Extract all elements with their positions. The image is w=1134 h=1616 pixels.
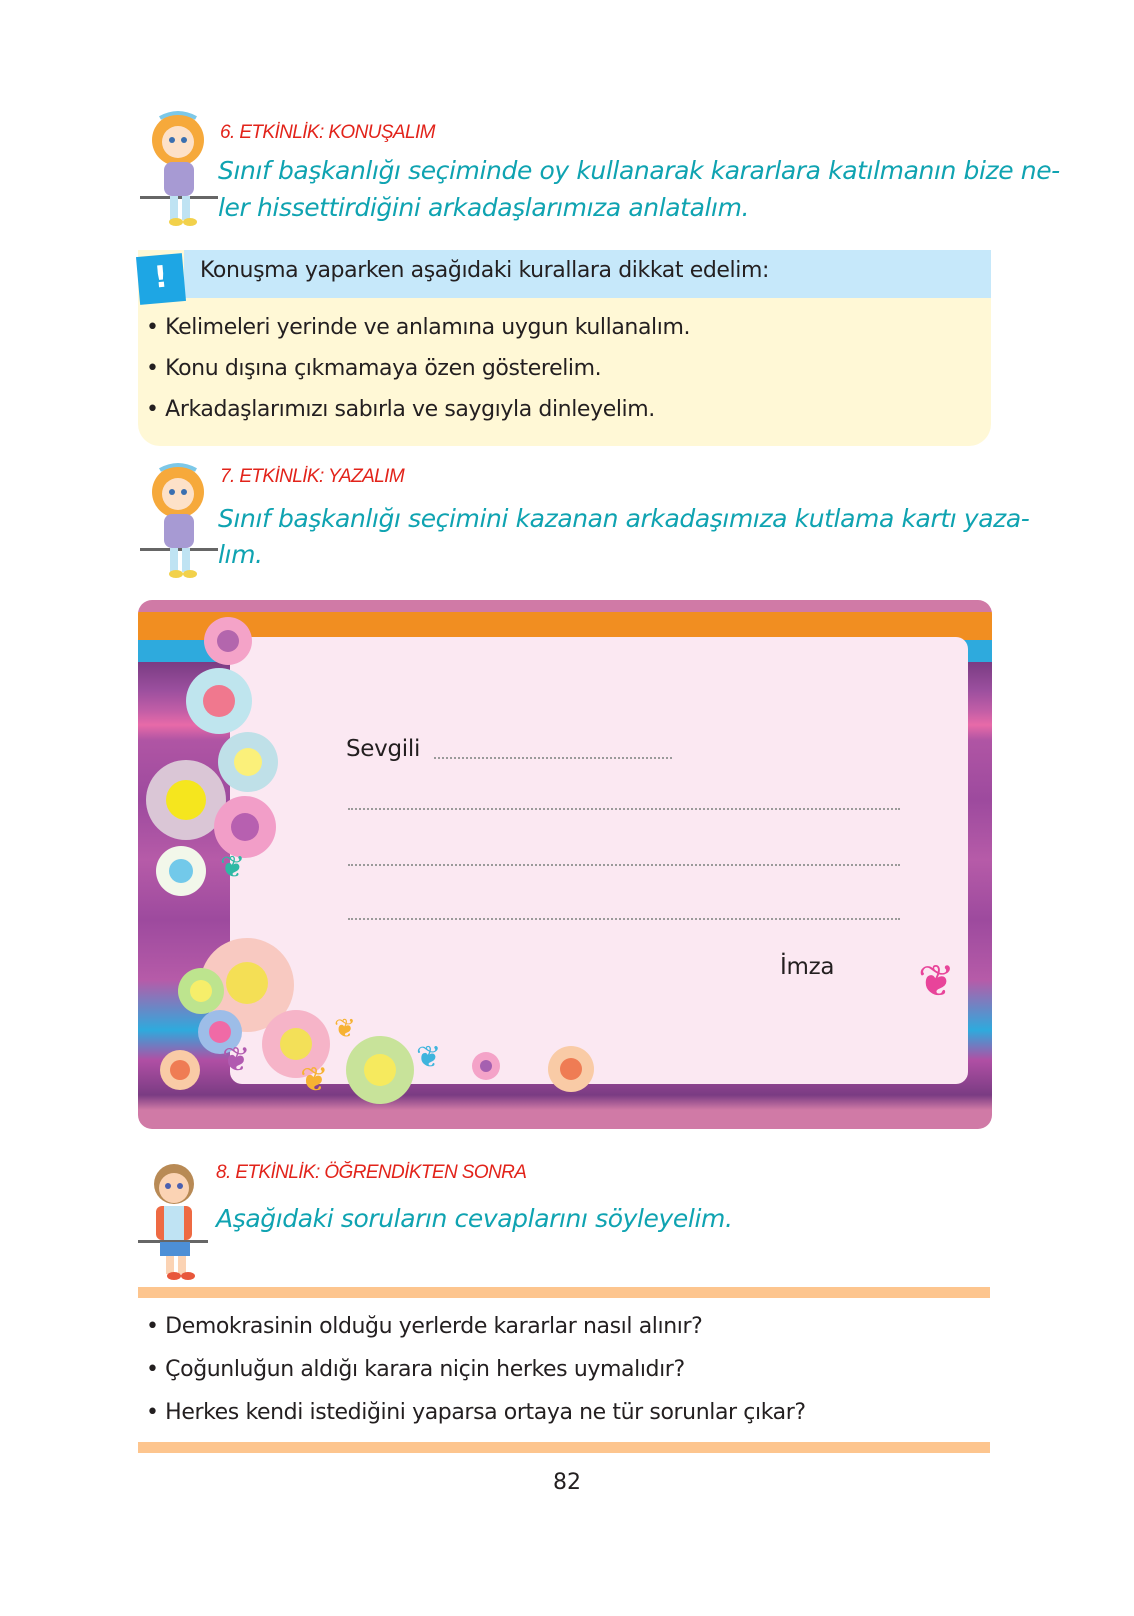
exclamation-icon: ! (136, 253, 186, 305)
flower-icon (214, 796, 276, 858)
flower-icon (156, 846, 206, 896)
activity6-text-line2: ler hissettirdiğini arkadaşlarımıza anlatalım. (218, 193, 750, 222)
butterfly-icon: ❦ (334, 1014, 356, 1044)
flower-icon (178, 968, 224, 1014)
flower-icon (472, 1052, 500, 1080)
salutation-label: Sevgili (346, 736, 421, 762)
butterfly-icon: ❦ (220, 850, 246, 885)
activity7-title: 7. ETKİNLİK: YAZALIM (220, 466, 405, 487)
rule-item: • Kelimeleri yerinde ve anlamına uygun kullanalım. (146, 315, 691, 340)
girl-character-icon (140, 110, 218, 228)
butterfly-icon: ❦ (222, 1040, 251, 1080)
boy-character-icon (138, 1156, 216, 1274)
butterfly-icon: ❦ (416, 1040, 442, 1075)
rule-item: • Konu dışına çıkmamaya özen gösterelim. (146, 356, 602, 381)
activity6-title: 6. ETKİNLİK: KONUŞALIM (220, 122, 435, 143)
rules-heading: Konuşma yaparken aşağıdaki kurallara dikkat edelim: (200, 258, 769, 283)
butterfly-icon: ❦ (918, 956, 955, 1007)
top-divider (138, 1287, 990, 1298)
flower-icon (218, 732, 278, 792)
flower-icon (346, 1036, 414, 1104)
message-line-1[interactable] (348, 808, 900, 810)
message-line-2[interactable] (348, 864, 900, 866)
rule-item: • Arkadaşlarımızı sabırla ve saygıyla dinleyelim. (146, 397, 655, 422)
activity6-text-line1: Sınıf başkanlığı seçiminde oy kullanarak kararlara katılmanın bize ne- (218, 156, 1060, 185)
bottom-divider (138, 1442, 990, 1453)
girl-character-icon (140, 462, 218, 580)
question-item: • Demokrasinin olduğu yerlerde kararlar nasıl alınır? (146, 1314, 703, 1339)
message-line-3[interactable] (348, 918, 900, 920)
page-number: 82 (553, 1470, 581, 1495)
flower-icon (548, 1046, 594, 1092)
question-item: • Çoğunluğun aldığı karara niçin herkes uymalıdır? (146, 1357, 685, 1382)
activity7-text-line1: Sınıf başkanlığı seçimini kazanan arkadaşımıza kutlama kartı yaza- (218, 504, 1030, 533)
signature-label: İmza (780, 954, 835, 980)
question-item: • Herkes kendi istediğini yaparsa ortaya ne tür sorunlar çıkar? (146, 1400, 806, 1425)
recipient-name-line[interactable] (434, 757, 672, 759)
flower-icon (204, 617, 252, 665)
activity8-text: Aşağıdaki soruların cevaplarını söyleyelim. (216, 1204, 733, 1233)
activity7-text-line2: lım. (218, 540, 263, 569)
butterfly-icon: ❦ (300, 1060, 329, 1100)
flower-icon (160, 1050, 200, 1090)
activity8-title: 8. ETKİNLİK: ÖĞRENDİKTEN SONRA (216, 1162, 527, 1183)
flower-icon (186, 668, 252, 734)
